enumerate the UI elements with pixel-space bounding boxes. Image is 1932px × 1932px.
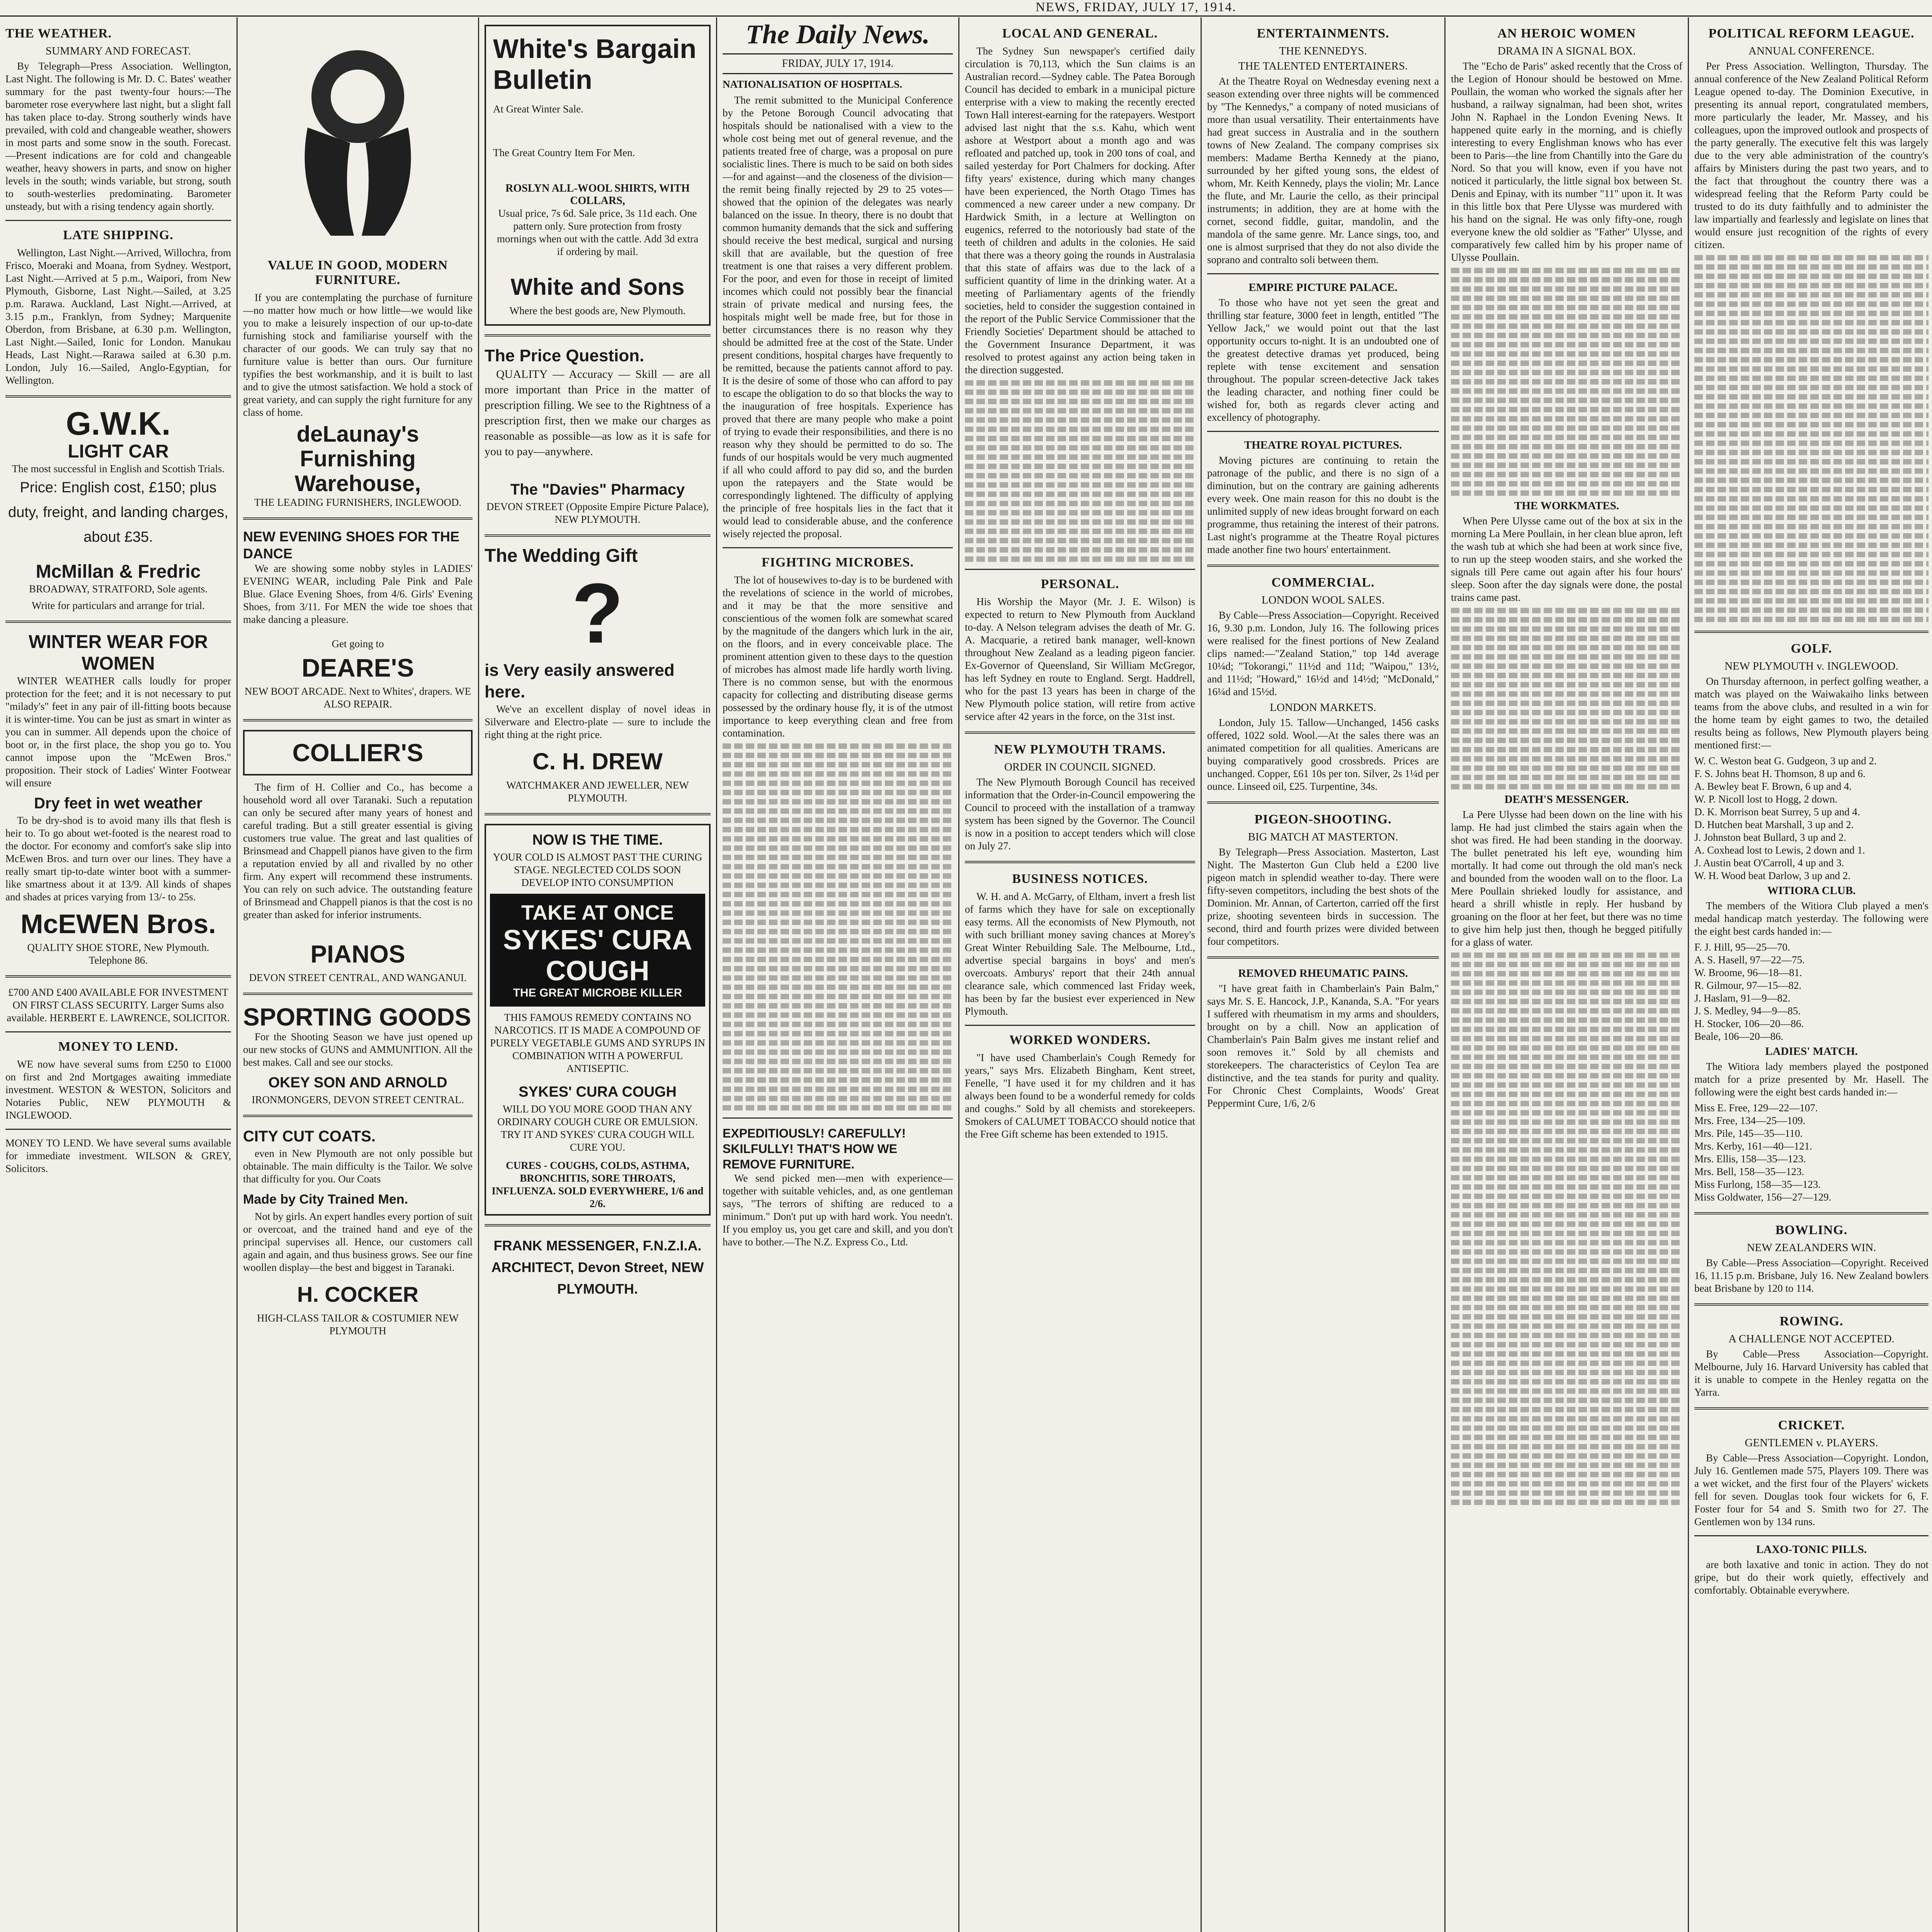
result-line: Beale, 106—20—86. bbox=[1694, 1031, 1784, 1042]
markets-text: London, July 15. Tallow—Unchanged, 1456 casks offered, 1022 sold. Wool.—At the sales there was an animated competition for all qualities. Americans are buying comparatively good crossbreds. Prices are unchanged. Copper, £61 10s per ton. Silver, 2s 1¼d per ounce. Linseed oil, £25. Turpentine, 34s. bbox=[1207, 717, 1439, 792]
whitesons-sub: Where the best goods are, New Plymouth. bbox=[509, 305, 686, 316]
filler-text-lines bbox=[965, 380, 1195, 562]
sporting-text: For the Shooting Season we have just opened up our new stocks of GUNS and AMMUNITION. All the best makes. Call and see our stocks. bbox=[243, 1031, 473, 1068]
roslyn-title: ROSLYN ALL-WOOL SHIRTS, WITH COLLARS, bbox=[505, 182, 690, 207]
dateline: FRIDAY, JULY 17, 1914. bbox=[723, 54, 953, 74]
cricket-sub: GENTLEMEN v. PLAYERS. bbox=[1745, 1437, 1878, 1449]
pigeon-sub: BIG MATCH AT MASTERTON. bbox=[1248, 831, 1398, 843]
result-line: J. S. Medley, 94—9—85. bbox=[1694, 1005, 1801, 1017]
kennedys-sub: THE KENNEDYS. bbox=[1279, 45, 1367, 57]
column-8 bbox=[1689, 19, 1932, 1932]
cocker-name: H. COCKER bbox=[297, 1282, 419, 1306]
business-heading: BUSINESS NOTICES. bbox=[1012, 872, 1148, 886]
wedding-answer: is Very easily answered here. bbox=[485, 661, 675, 701]
mcewen-name: McEWEN Bros. bbox=[20, 909, 216, 939]
result-line: J. Austin beat O'Carroll, 4 up and 3. bbox=[1694, 857, 1844, 869]
result-line: R. Gilmour, 97—15—82. bbox=[1694, 980, 1802, 991]
result-line: Mrs. Kerby, 161—40—121. bbox=[1694, 1140, 1812, 1152]
worked-text: "I have used Chamberlain's Cough Remedy for years," says Mrs. Elizabeth Bingham, Kent street, Fenelle, "I have used it for my children and it has always been found to be a wonderful remedy for colds and coughs." Sold by all chemists and storekeepers. Smokers of CALUMET TOBACCO should notice that the Free Gift scheme has been extended to 1915. bbox=[965, 1052, 1195, 1140]
result-line: W. C. Weston beat G. Gudgeon, 3 up and 2. bbox=[1694, 755, 1877, 767]
column-4 bbox=[717, 19, 958, 1932]
filler-text-lines bbox=[1694, 255, 1929, 622]
result-line: Miss Goldwater, 156—27—129. bbox=[1694, 1191, 1832, 1203]
cocker-sub: HIGH-CLASS TAILOR & COSTUMIER NEW PLYMOUTH bbox=[257, 1312, 459, 1337]
value-heading: VALUE IN GOOD, MODERN FURNITURE. bbox=[267, 258, 448, 287]
pigeon-heading: PIGEON-SHOOTING. bbox=[1254, 812, 1392, 827]
laxo-heading: LAXO-TONIC PILLS. bbox=[1756, 1543, 1867, 1556]
colliers-text: The firm of H. Collier and Co., has become a household word all over Taranaki. Such a reputation can only be secured after many years of honest and careful trading. But a still greater essential is giving customers true value. The great and last qualities of Brinsmead and Chappell pianos have given to the firm a reputation envied by all and rivalled by no other firm. Any expert will recommend these instruments. You can rely on such advice. The outstanding feature of Brinsmead and Chappell pianos is that the cost is no greater than asked for inferior instruments. bbox=[243, 781, 473, 920]
evening-shoes-title: NEW EVENING SHOES FOR THE DANCE bbox=[243, 529, 460, 561]
death-heading: DEATH'S MESSENGER. bbox=[1504, 793, 1629, 806]
golf-text: On Thursday afternoon, in perfect golfing weather, a match was played on the Waiwakaiho links between teams from the above clubs, and resulted in a win for the home team by eight games to two, the detailed results being as follows, New Plymouth players being mentioned first:— bbox=[1694, 675, 1929, 751]
royal-text: Moving pictures are continuing to retain the patronage of the public, and there is no sign of a diminution, but on the contrary are gaining adherents every week. One main reason for this no doubt is the unlimited supply of new ideas brought forward on each programme, thus retaining the interest of their patrons. Last night's programme at the Theatre Royal pictures made another fine two hours' entertainment. bbox=[1207, 454, 1439, 555]
empire-heading: EMPIRE PICTURE PALACE. bbox=[1248, 281, 1398, 294]
entertainments-heading: ENTERTAINMENTS. bbox=[1257, 26, 1389, 41]
weather-heading: THE WEATHER. bbox=[5, 26, 112, 41]
davies-name: The "Davies" Pharmacy bbox=[510, 481, 685, 498]
davies-sub: DEVON STREET (Opposite Empire Picture Palace), NEW PLYMOUTH. bbox=[486, 501, 709, 525]
rowing-heading: ROWING. bbox=[1779, 1314, 1844, 1328]
business-text: W. H. and A. McGarry, of Eltham, invert a fresh list of farms which they have for sale on exceptionally easy terms. All the economists of New Plymouth, not with such brilliant money saving chances at Morey's Great Winter Rebuilding Sale. The Melbourne, Ltd., advertise special bargains in boys' and men's overcoats. Amburys' report that their 24th annual clearance sale, which commenced last Friday week, has been by far the busiest ever experienced in New Plymouth. bbox=[965, 891, 1195, 1017]
price-question-text: QUALITY — Accuracy — Skill — are all more important than Price in the matter of prescription filling. We see to the Rightness of a prescription first, then we make our charges as reasonable as possible—as low as it is safe for you to pay—anywhere. bbox=[485, 368, 711, 458]
city-made: Made by City Trained Men. bbox=[243, 1192, 408, 1207]
result-line: J. Johnston beat Bullard, 3 up and 2. bbox=[1694, 832, 1846, 843]
whites-title: White's Bargain Bulletin bbox=[493, 34, 697, 95]
prl-sub: ANNUAL CONFERENCE. bbox=[1748, 45, 1874, 57]
witiora-text: The members of the Witiora Club played a men's medal handicap match yesterday. The following were the eight best cards handed in:— bbox=[1694, 900, 1929, 937]
cricket-heading: CRICKET. bbox=[1778, 1418, 1845, 1432]
result-line: D. K. Morrison beat Surrey, 5 up and 4. bbox=[1694, 806, 1860, 818]
ladies-results bbox=[1694, 1102, 1929, 1204]
heroic-sub: DRAMA IN A SIGNAL BOX. bbox=[1497, 45, 1636, 57]
result-line: Mrs. Ellis, 158—35—123. bbox=[1694, 1153, 1806, 1165]
kennedys-text: At the Theatre Royal on Wednesday evening next a season extending over three nights will be commenced by "The Kennedys," a company of noted musicians of more than usual versatility. Their entertainments have had great success in Australia and in the southern towns of New Zealand. The company comprises six members: Madame Bertha Kennedy at the piano, surrounded by her gifted young sons, the eldest of whom, Mr. Keith Kennedy, plays the violin; Mr. Lance the flute, and Mr. Laurie the cello, as their principal instruments; in addition, they are at home with the cornet, second fiddle, guitar, mandolin, and the mandola of the same genre. Mr. Lance sings, too, and one is almost surprised that they do not also divide the soprano and contralto soli between them. bbox=[1207, 75, 1439, 265]
sykes-banner: TAKE AT ONCE SYKES' CURA COUGH THE GREAT MICROBE KILLER bbox=[490, 894, 705, 1007]
delaunay-name: deLaunay's Furnishing Warehouse, bbox=[294, 422, 421, 496]
workmates-heading: THE WORKMATES. bbox=[1514, 500, 1619, 512]
result-line: Miss E. Free, 129—22—107. bbox=[1694, 1102, 1818, 1114]
witiora-results bbox=[1694, 941, 1929, 1043]
dry-feet-title: Dry feet in wet weather bbox=[34, 795, 202, 812]
result-line: F. J. Hill, 95—25—70. bbox=[1694, 941, 1790, 953]
result-line: A. Bewley beat F. Brown, 6 up and 4. bbox=[1694, 781, 1852, 792]
microbes-heading: FIGHTING MICROBES. bbox=[762, 555, 914, 570]
furniture-illustration bbox=[243, 19, 473, 251]
column-1 bbox=[0, 19, 236, 1932]
royal-heading: THEATRE ROYAL PICTURES. bbox=[1244, 439, 1402, 451]
result-line: A. S. Hasell, 97—22—75. bbox=[1694, 954, 1805, 966]
trams-heading: NEW PLYMOUTH TRAMS. bbox=[994, 742, 1166, 757]
sykes-cures: CURES - COUGHS, COLDS, ASTHMA, BRONCHITIS, SORE THROATS, INFLUENZA. SOLD EVERYWHERE, 1/6 and 2/6. bbox=[492, 1160, 704, 1209]
filler-text-lines bbox=[1451, 268, 1682, 496]
pigeon-text: By Telegraph—Press Association. Masterton, Last Night. The Masterton Gun Club held a £200 live pigeon match in splendid weather to-day. There were fifty-seven competitors, including the best shots of the Dominion. Mr. Annan, of Carterton, carried off the first prize, shooting seventeen birds in succession. The second, third and fourth prizes were divided between four competitors. bbox=[1207, 846, 1439, 947]
colliers-name: COLLIER'S bbox=[292, 739, 423, 767]
money-heading: MONEY TO LEND. bbox=[58, 1039, 179, 1054]
okey-sub: IRONMONGERS, DEVON STREET CENTRAL. bbox=[252, 1094, 464, 1105]
question-mark-icon: ? bbox=[571, 566, 624, 661]
bowling-sub: NEW ZEALANDERS WIN. bbox=[1747, 1242, 1876, 1254]
winter-wear-advert bbox=[5, 631, 231, 675]
newspaper-masthead: The Daily News. bbox=[723, 19, 953, 54]
trams-subheading: ORDER IN COUNCIL SIGNED. bbox=[1004, 761, 1156, 773]
whites-advert bbox=[485, 25, 711, 326]
column-3 bbox=[479, 19, 716, 1932]
deares-name: DEARE'S bbox=[301, 653, 414, 682]
whites-item: The Great Country Item For Men. bbox=[493, 147, 635, 158]
result-line: A. Coxhead lost to Lewis, 2 down and 1. bbox=[1694, 844, 1865, 856]
gwk-price: Price: English cost, £150; plus duty, freight, and landing charges, about £35. bbox=[8, 480, 228, 545]
markets-heading: LONDON MARKETS. bbox=[1270, 701, 1376, 714]
removal-text: We send picked men—men with experience—together with suitable vehicles, and, as one gentleman says, "The terrors of shifting are reduced to a minimum." Don't put up with hard work. You needn't. If you employ us, you get care and skill, and you don't have to bother.—The N.Z. Express Co., Ltd. bbox=[723, 1172, 953, 1248]
mcewen-sub: QUALITY SHOE STORE, New Plymouth. Telephone 86. bbox=[27, 942, 209, 966]
golf-results bbox=[1694, 755, 1929, 882]
commercial-heading: COMMERCIAL. bbox=[1271, 575, 1375, 590]
okey-name: OKEY SON AND ARNOLD bbox=[268, 1075, 447, 1091]
hands-holding-globe-icon bbox=[284, 27, 431, 243]
sykes-advert bbox=[485, 824, 711, 1216]
sporting-title: SPORTING GOODS bbox=[243, 1003, 471, 1031]
value-text: If you are contemplating the purchase of furniture—no matter how much or how little—we would like you to make a leisurely inspection of our up-to-date furnishing stock and familiarise yourself with the character of our goods. We can truly say that no furniture value is better than ours. Our furniture typifies the best workmanship, and it is built to last and to give the utmost satisfaction. We hold a stock of great variety, and can supply the right furniture for any class of home. bbox=[243, 292, 473, 418]
local-heading: LOCAL AND GENERAL. bbox=[1002, 26, 1158, 41]
deares-sub: NEW BOOT ARCADE. Next to Whites', drapers. WE ALSO REPAIR. bbox=[244, 685, 471, 710]
witiora-heading: WITIORA CLUB. bbox=[1767, 884, 1856, 897]
deares-top: Get going to bbox=[332, 638, 384, 650]
trams-text: The New Plymouth Borough Council has received information that the Order-in-Council empowering the Council to proceed with the installation of a tramway system has been signed by the Governor. The Council is now in a position to accept tenders which will close on July 27. bbox=[965, 776, 1195, 852]
bowling-heading: BOWLING. bbox=[1775, 1223, 1848, 1237]
result-line: Mrs. Free, 134—25—109. bbox=[1694, 1115, 1806, 1126]
ladies-text: The Witiora lady members played the postponed match for a prize presented by Mr. Hasell. The following were the eight best cards handed in:— bbox=[1694, 1061, 1929, 1098]
ladies-heading: LADIES' MATCH. bbox=[1765, 1045, 1858, 1058]
now-text: YOUR COLD IS ALMOST PAST THE CURING STAGE. NEGLECTED COLDS SOON DEVELOP INTO CONSUMPTION bbox=[493, 851, 702, 888]
golf-heading: GOLF. bbox=[1791, 641, 1832, 656]
wool-text: By Cable—Press Association—Copyright. Received 16, 9.30 p.m. London, July 16. The following prices were realised for the finest portions of New Zealand clips named:—"Zealand Station," top 14d average 10¼d; "Tokorangi," 11½d and 11d; "Waipou," 13½, and 11½d; "Howard," 16½d and 14½d; "McDonald," 16¼d and 15½d. bbox=[1207, 609, 1439, 697]
golf-sub: NEW PLYMOUTH v. INGLEWOOD. bbox=[1725, 660, 1898, 672]
cricket-text: By Cable—Press Association—Copyright. London, July 16. Gentlemen made 575, Players 109. There was a wet wicket, and the first four of the Players' wickets fell for seven. Douglas took four wickets for 6, F. Foster four for 54 and S. Smith two for 27. The Gentlemen won by 134 runs. bbox=[1694, 1452, 1929, 1527]
gwk-text: The most successful in English and Scottish Trials. bbox=[12, 463, 225, 474]
city-coats-text-2: Not by girls. An expert handles every portion of suit or overcoat, and the trained hand and eye of the principal supervises all. Hence, our customers call again and again, and thus business grows. See our fine woollen display—the best and biggest in Taranaki. bbox=[243, 1211, 473, 1273]
wedding-title: The Wedding Gift bbox=[485, 546, 638, 566]
loan-notice: £700 AND £400 AVAILABLE FOR INVESTMENT ON FIRST CLASS SECURITY. Larger Sums also available. HERBERT E. LAWRENCE, SOLICITOR. bbox=[7, 986, 230, 1024]
drew-sub: WATCHMAKER AND JEWELLER, NEW PLYMOUTH. bbox=[506, 779, 689, 804]
filler-text-lines bbox=[723, 743, 953, 1111]
rowing-sub: A CHALLENGE NOT ACCEPTED. bbox=[1728, 1333, 1895, 1345]
mcmillan-address: BROADWAY, STRATFORD, Sole agents. bbox=[29, 583, 208, 595]
evening-shoes-text: We are showing some nobby styles in LADIES' EVENING WEAR, including Pale Pink and Pale Blue. Glace Evening Shoes, from 4/6. Girls' Evening Shoes, from 3/11. For MEN the wide toe shoes that make dancing a pleasure. bbox=[243, 563, 473, 625]
column-5 bbox=[959, 19, 1201, 1932]
empire-text: To those who have not yet seen the great and thrilling star feature, 3000 feet in length, entitled "The Yellow Jack," we would point out that the last opportunity occurs to-night. It is an undoubted one of the greatest detective dramas yet produced, being replete with tense excitement and sensation throughout. The popular screen-detective Jack takes the leading character, and nothing finer could be wished for, both as regards clever acting and excellency of photography. bbox=[1207, 297, 1439, 423]
winter-wear-title: WINTER WEAR FOR WOMEN bbox=[29, 632, 208, 674]
whitesons-name: White and Sons bbox=[510, 274, 685, 300]
winter-wear-text: WINTER WEATHER calls loudly for proper protection for the feet; and it is not necessary to put "milady's" feet in any pair of ill-fitting boots because it is winter-time. You can be just as smart in winter as you can in summer. All depends upon the choice of boot or, in the first place, the shop you go to. You cannot impose upon the "McEwen Bros." proposition. Their stock of Ladies' Winter Footwear will ensure bbox=[5, 675, 231, 789]
now-title: NOW IS THE TIME. bbox=[532, 832, 663, 848]
gwk-title: G.W.K. bbox=[66, 405, 171, 442]
page-top-rule bbox=[0, 0, 1932, 17]
result-line: Mrs. Bell, 158—35—123. bbox=[1694, 1166, 1804, 1177]
sykes-text: THIS FAMOUS REMEDY CONTAINS NO NARCOTICS. IT IS MADE A COMPOUND OF PURELY VEGETABLE GUMS AND SYRUPS IN COMBINATION WITH A POWERFUL ANTISEPTIC. bbox=[490, 1012, 705, 1074]
money-notice-2: MONEY TO LEND. We have several sums available for immediate investment. WILSON & GREY, Solicitors. bbox=[5, 1137, 231, 1174]
local-text: The Sydney Sun newspaper's certified daily circulation is 70,113, which the Sun claims is an Australian record.—Sydney cable. The Patea Borough Council has decided to embark in a municipal picture enterprise with a view to making the recently erected Town Hall interest-earning for the ratepayers. Westport advised last night that the s.s. Kahu, which went ashore at Westport about a month ago and was refloated and patched up, took in 200 tons of coal, and sailed yesterday for Port Chalmers for docking. After fifty years' existence, during which many changes have been experienced, the North Otago Times has commenced a new career under a new company. Dr Hardwick Smith, in a lecture at Wellington on eugenics, referred to the notoriously bad state of the teeth of children and adults in the colonies. He said that there was a theory going the rounds in Australasia that this state of affairs was due to the lack of a sufficient quantity of lime in the drinking water. At a meeting of Parliamentary agents of the friendly societies, held to consider the suggestion contained in the report of the Public Service Commissioner that the Friendly Societies' Department should be attached to the Government Insurance Department, it was resolved to protest against any action being taken in the direction suggested. bbox=[965, 45, 1195, 376]
pianos-title: PIANOS bbox=[310, 940, 405, 968]
city-coats-title: CITY CUT COATS. bbox=[243, 1128, 376, 1145]
wedding-text: We've an excellent display of novel ideas in Silverware and Electro-plate — sure to include the right thing at the right price. bbox=[485, 703, 711, 740]
personal-heading: PERSONAL. bbox=[1041, 577, 1119, 591]
mcmillan-name: McMillan & Fredric bbox=[36, 561, 201, 582]
result-line: Miss Furlong, 158—35—123. bbox=[1694, 1179, 1821, 1190]
rowing-text: By Cable—Press Association—Copyright. Melbourne, July 16. Harvard University has cabled that it is unable to compete in the Henley regatta on the Yarra. bbox=[1694, 1348, 1929, 1398]
laxo-text: are both laxative and tonic in action. They do not gripe, but do their work quietly, effectively and comfortably. Obtainable everywhere. bbox=[1694, 1559, 1929, 1596]
running-header: NEWS, FRIDAY, JULY 17, 1914. bbox=[1036, 0, 1236, 14]
microbes-text: The lot of housewives to-day is to be burdened with the revelations of science in the world of microbes, and it may be that the more sensitive and conscientious of the women folk are somewhat scared by the magnitude of the dangers which lurk in the air, on the floors, and in every conceivable place. The prominent attention given to these days to the question of microbes has almost made life hardly worth living. There is no common sense, but with the enormous capacity for collecting and distributing disease germs possessed by the ordinary house fly, it is of the utmost importance to keep everything clean and free from contamination. bbox=[723, 574, 953, 739]
workmates-text: When Pere Ulysse came out of the box at six in the morning La Mere Poullain, in her clean blue apron, left the wash tub at which she had been at work since five, to run up the steep wooden stairs, and she worked the signals till Pere came out again after his four hours' sleep. Soon after the day signals were done, the postal trains came past. bbox=[1451, 515, 1682, 603]
heroic-heading: AN HEROIC WOMEN bbox=[1497, 26, 1636, 41]
heroic-text: The "Echo de Paris" asked recently that the Cross of the Legion of Honour should be bestowed on Mme. Poullain, the woman who worked the signals after her husband, a railway signalman, had been shot, writes John N. Raphael in the London Evening News. It happened quite early in the morning, and is chiefly interesting to every Englishman knows who has ever been to Paris—the line from Chantilly into the Gare du Nord. So that you will know, even if you have not noticed it particularly, the little signal box between St. Denis and Epinay, with its number "11" upon it. It was in this little box that Pere Ulysse was murdered with his hand on the signal. He was only fifty-one, rough everyone knew the old soldier as "Father" Ulysse, and comparatively few called him by his proper name of Ulysse Poullain. bbox=[1451, 60, 1682, 263]
result-line: Mrs. Pile, 145—35—110. bbox=[1694, 1128, 1803, 1139]
pianos-sub: DEVON STREET CENTRAL, AND WANGANUI. bbox=[249, 972, 467, 983]
result-line: W. P. Nicoll lost to Hogg, 2 down. bbox=[1694, 793, 1838, 805]
money-text: WE now have several sums from £250 to £1000 on first and 2nd Mortgages awaiting immediate investment. WESTON & WESTON, Solicitors and Notaries Public, NEW PLYMOUTH & INGLEWOOD. bbox=[5, 1058, 231, 1121]
result-line: D. Hutchen beat Marshall, 3 up and 2. bbox=[1694, 819, 1854, 830]
editorial-hospitals: NATIONALISATION OF HOSPITALS. The remit submitted to the Municipal Conference by the Petone Borough Council advocating that hospitals should be nationalised with a view to the whole cost being met out of general revenue, and the patients treated free of charge, was a proposal on pure socialistic lines. There is much to be said on both sides—for and against—and the closeness of the division—the remit being finally rejected by 29 to 25 votes—showed that the opinion of the delegates was nearly balanced on the issue. In theory, there is no doubt that common humanity demands that the sick and suffering should receive the best medical, surgical and nursing skill that are available, but the question of free treatment is one that raises a very different problem. For the poor, and even for those in receipt of limited incomes which could not possibly bear the financial strain of private medical and nursing fees, the hospitals might well be made free, but for those in better circumstances there is no reason why they should be admitted free at the cost of the State. Under present conditions, hospital charges have frequently to be remitted, because the patients cannot afford to pay. It is the desire of some of those who can afford to pay to escape the obligation to do so that blocks the way to the inauguration of free hospitals. Experience has proved that there are many people who make a point of trying to evade their responsibilities, and there is no reason why they should be permitted to do so. The funds of our hospitals would be very much augmented if all who could afford to pay did so, and the burden upon the ratepayers and the State would be correspondingly lightened. The difficulty of applying the principle of free hospitals lies in the fact that it would lead to considerable abuse, and the conference wisely rejected the proposal. bbox=[723, 78, 953, 539]
bowling-text: By Cable—Press Association—Copyright. Received 16, 11.15 p.m. Brisbane, July 16. New Zealand bowlers beat Brisbane by 120 to 114. bbox=[1694, 1257, 1929, 1294]
rheumatic-text: "I have great faith in Chamberlain's Pain Balm," says Mr. S. E. Hancock, J.P., Kananda, S.A. "For years I suffered with rheumatism in my arms and shoulders, brought on by a chill. Now an application of Chamberlain's Pain Balm gives me instant relief and soon removes it." Sold by all chemists and storekeepers. The characteristics of Ceylon Tea are distinctive, and the tea stands for purity and quality. For Chronic Chest Complaints, Woods' Great Peppermint Cure, 1/6, 2/6 bbox=[1207, 983, 1439, 1109]
sykes-text-2: WILL DO YOU MORE GOOD THAN ANY ORDINARY COUGH CURE OR EMULSION. TRY IT AND SYKES' CURA COUGH WILL CURE YOU. bbox=[497, 1103, 698, 1153]
prl-heading: POLITICAL REFORM LEAGUE. bbox=[1708, 26, 1915, 41]
column-2 bbox=[238, 19, 478, 1932]
dry-feet-text: To be dry-shod is to avoid many ills that flesh is heir to. To go about wet-footed is the nearest road to the doctor. For economy and comfort's sake slip into McEwen Bros. and turn over our lines. They have a really smart tip-to-date winter boot with a summer-like smartness about it at 13/9. All kinds of shapes and shades at prices varying from 13/- to 25s. bbox=[5, 815, 231, 903]
result-line: J. Haslam, 91—9—82. bbox=[1694, 992, 1791, 1004]
delaunay-sub: THE LEADING FURNISHERS, INGLEWOOD. bbox=[254, 497, 462, 508]
colliers-box bbox=[243, 730, 473, 776]
wool-heading: LONDON WOOL SALES. bbox=[1261, 594, 1385, 606]
result-line: W. H. Wood beat Darlow, 3 up and 2. bbox=[1694, 870, 1851, 881]
shipping-heading: LATE SHIPPING. bbox=[63, 228, 173, 242]
mcmillan-text: Write for particulars and arrange for trial. bbox=[32, 600, 205, 611]
prl-text: Per Press Association. Wellington, Thursday. The annual conference of the New Zealand Political Reform League opened to-day. The Dominion Executive, in presenting its annual report, congratulated members, more particularly the leader, Mr. Massey, and his colleagues, upon the improved outlook and prospects of the party generally. The executive felt this was largely due to the very able administration of the country's affairs by Ministers during the past two years, and to the fact that throughout the country there was a widespread feeling that the Reform Party could be trusted to do its duty faithfully and to administer the law impartially and fearlessly and legislate on lines that would ensure just recognition of the rights of every citizen. bbox=[1694, 60, 1929, 250]
column-6 bbox=[1202, 19, 1444, 1932]
worked-heading: WORKED WONDERS. bbox=[1009, 1033, 1151, 1047]
sykes-name-2: SYKES' CURA COUGH bbox=[519, 1084, 677, 1100]
personal-text: His Worship the Mayor (Mr. J. E. Wilson) is expected to return to New Plymouth from Auckland to-day. A Nelson telegram advises the death of Mr. G. A. Macquarie, a retired bank manager, well-known throughout New Zealand as a leading pigeon fancier. Ex-Governor of Queensland, Sir William McGregor, has left Sydney en route to England. Sergt. Haddrell, who for the past 13 years has been in charge of the New Plymouth police station, will retire from active service after 42 years in the force, on the 31st inst. bbox=[965, 596, 1195, 722]
whites-side: At Great Winter Sale. bbox=[493, 103, 583, 115]
result-line: H. Stocker, 106—20—86. bbox=[1694, 1018, 1804, 1029]
death-text: La Pere Ulysse had been down on the line with his lamp. He had just climbed the stairs again when the shot was fired. He had been standing in the doorway. The bullet penetrated his left eye, wounding him mortally. It had come out through the old man's neck and bounded from the wooden wall on to the floor. La Mere Poullain shrieked loudly for assistance, and heard a shrill whistle in reply. Her husband by groaning on the floor at her feet, but there was no time to give him help just then, though he begged pitifully for a glass of water. bbox=[1451, 809, 1682, 948]
weather-subheading: SUMMARY AND FORECAST. bbox=[45, 45, 191, 57]
result-line: F. S. Johns beat H. Thomson, 8 up and 6. bbox=[1694, 768, 1866, 779]
drew-name: C. H. DREW bbox=[532, 748, 663, 774]
price-question-title: The Price Question. bbox=[485, 346, 645, 365]
shipping-text: Wellington, Last Night.—Arrived, Willochra, from Frisco, Moeraki and Moana, from Sydney. Westport, Last Night.—Arrived at 5 p.m., Waipori, from New Plymouth, Gisborne, Last Night.—Sailed, at 3.25 p.m. Rarawa. Auckland, Last Night.—Arrived, at 3.15 p.m., Franklyn, from Sydney; Marquenite Oberdon, from Brisbane, at 6.30 p.m. Wellington, Last Night.—Sailed, Ionic for London. Manukau Heads, Last Night.—Rarawa sailed at 6.30 p.m. London, July 16.—Sailed, Anglo-Egyptian, for Wellington. bbox=[5, 247, 231, 386]
city-coats-text: even in New Plymouth are not only possible but obtainable. The main difficulty is the Tailor. We solve that difficulty for you. Our Coats bbox=[243, 1148, 473, 1185]
weather-text: By Telegraph—Press Association. Wellington, Last Night. The following is Mr. D. C. Bates' weather summary for the past twenty-four hours:—The barometer rose everywhere last night, but a slight fall has taken place to-day. Strong southerly winds have prevailed, with cold and changeable weather, showers in most parts and some snow in the south. Forecast.—Present indications are for cold and changeable weather, heavy showers in parts, and snow on higher levels in the south; winds variable, but strong, south to south-westerlies predominating. Barometer unsteady, but with a rising tendency again shortly. bbox=[5, 60, 231, 212]
column-7 bbox=[1446, 19, 1688, 1932]
kennedys-sub-2: THE TALENTED ENTERTAINERS. bbox=[1238, 60, 1408, 72]
messenger-name: FRANK MESSENGER, F.N.Z.I.A. ARCHITECT, Devon Street, NEW PLYMOUTH. bbox=[491, 1238, 704, 1297]
rheumatic-heading: REMOVED RHEUMATIC PAINS. bbox=[1238, 967, 1408, 980]
filler-text-lines bbox=[1451, 952, 1682, 1505]
roslyn-text: Usual price, 7s 6d. Sale price, 3s 11d each. One pattern only. Sure protection from frosty mornings when out with the cattle. Add 3d extra if ordering by mail. bbox=[497, 207, 699, 257]
filler-text-lines bbox=[1451, 608, 1682, 789]
removal-heading: EXPEDITIOUSLY! CAREFULLY! SKILFULLY! THAT'S HOW WE REMOVE FURNITURE. bbox=[723, 1126, 906, 1171]
gwk-advert bbox=[5, 406, 231, 612]
gwk-subtitle: LIGHT CAR bbox=[68, 441, 169, 462]
result-line: W. Broome, 96—18—81. bbox=[1694, 967, 1802, 978]
